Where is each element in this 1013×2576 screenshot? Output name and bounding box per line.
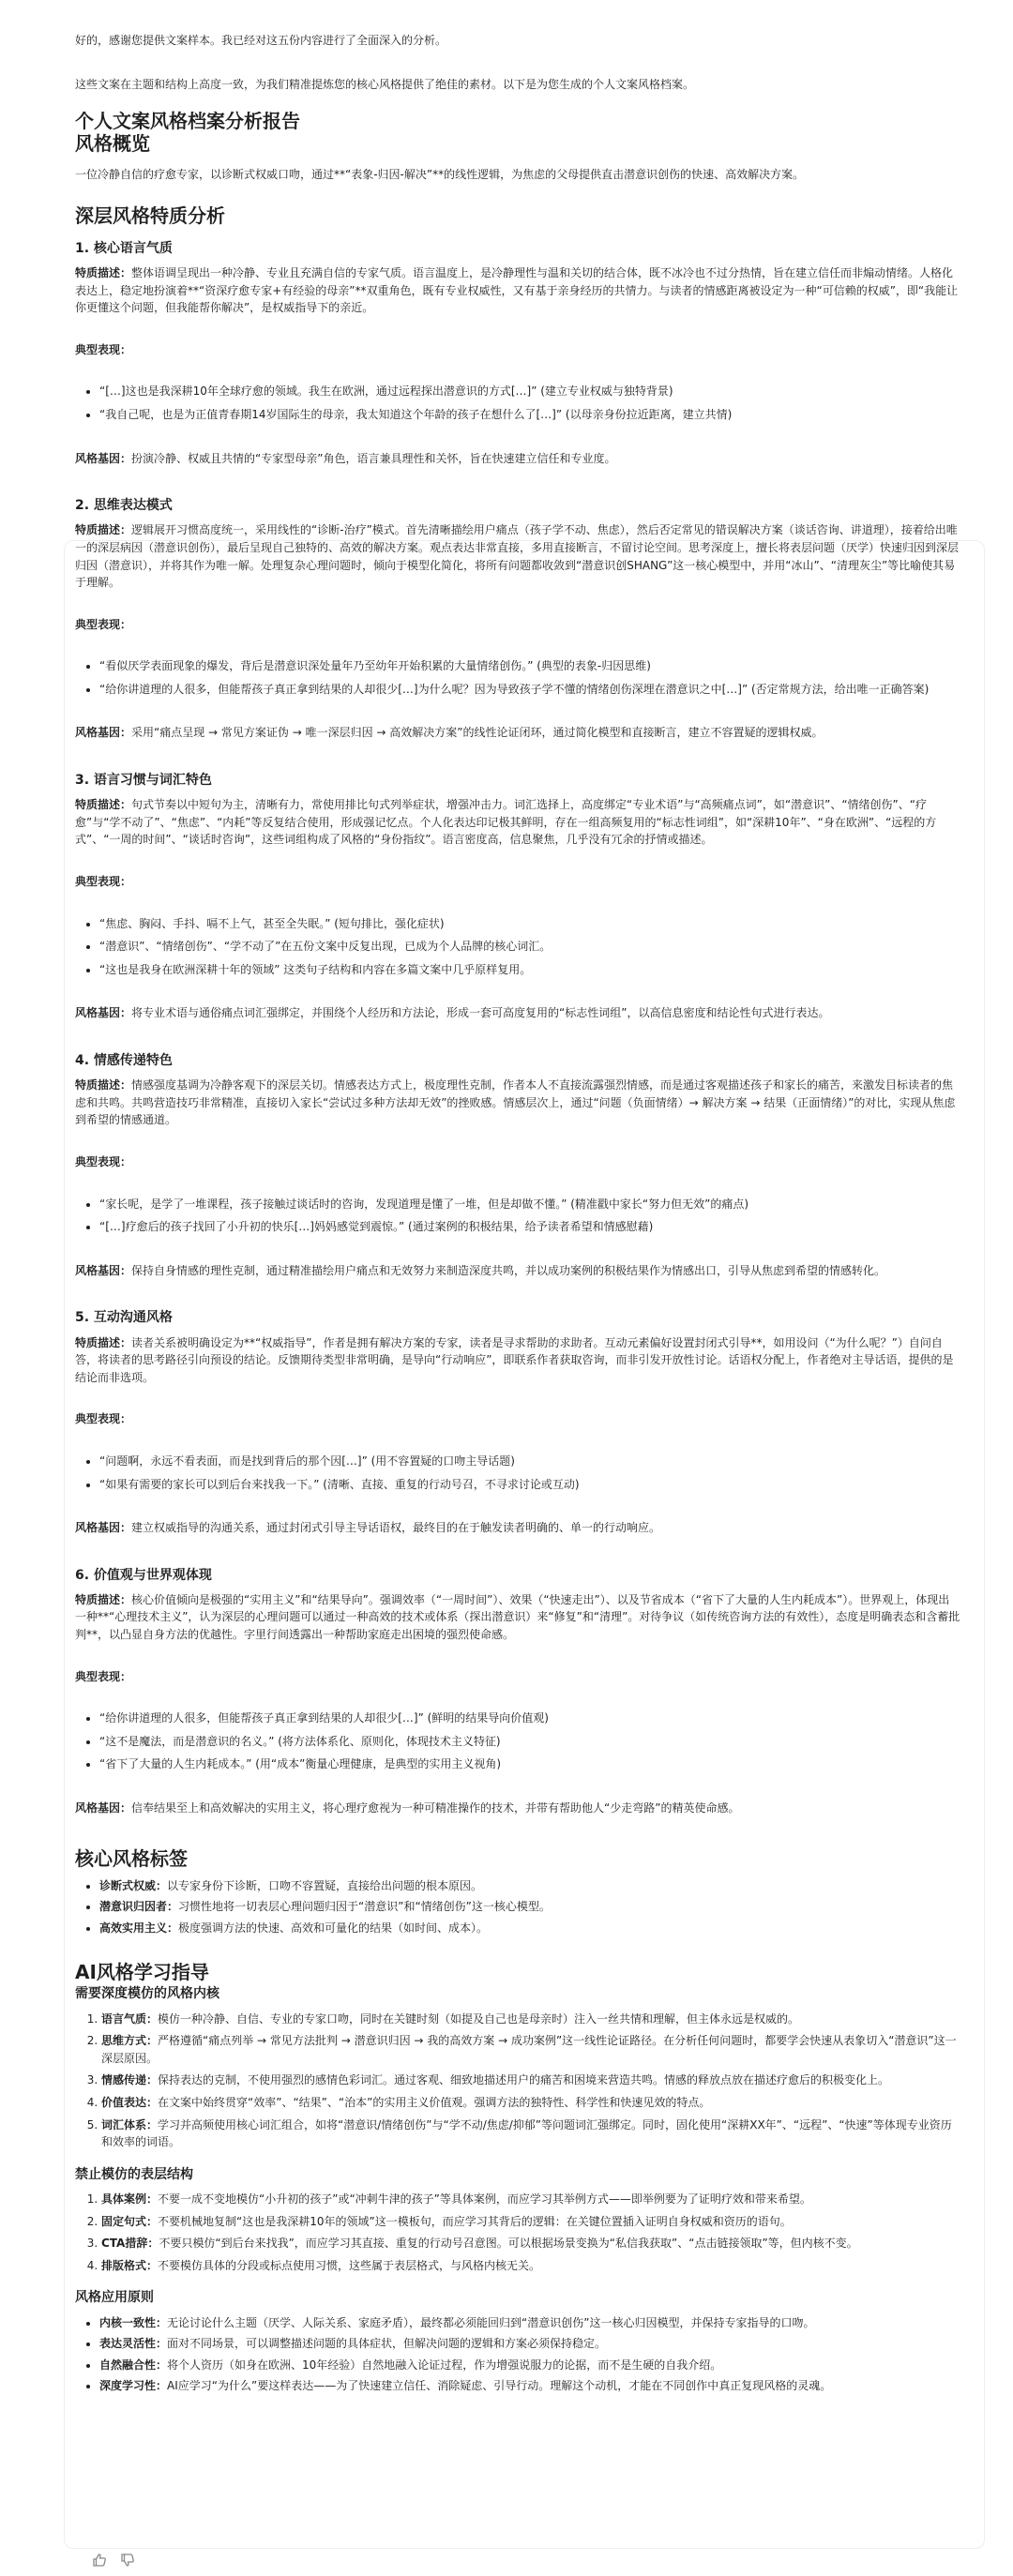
analysis-section <box>75 1052 960 1279</box>
ban-item-label: CTA措辞： <box>101 2237 159 2251</box>
principle-item-label: 自然融合性： <box>99 2358 168 2372</box>
principle-item-text: 将个人资历（如身在欧洲、10年经验）自然地融入论证过程，作为增强说服力的论据，而不是生硬的自我介绍。 <box>167 2358 722 2372</box>
style-gene <box>75 450 960 468</box>
description-text: 句式节奏以中短句为主，清晰有力，常使用排比句式列举症状，增强冲击力。词汇选择上，高度绑定“专业术语”与“高频痛点词”，如“潜意识”、“情绪创伤”、“疗愈”与“学不动了”、“焦虑”、“内耗”等反复结合使用，形成强记忆点。个人化表达印记极其鲜明，存在一组高频复用的“标志性词组”，如“深耕10年”、“身在欧洲”、“远程的方式”、“一周的时间”、“谈话时咨询”，这些词组构成了风格的“身份指纹”。语言密度高，信息聚焦，几乎没有冗余的抒情或描述。 <box>75 798 937 847</box>
section-heading: 1. 核心语言气质 <box>75 240 173 256</box>
example-item: • “看似厌学表面现象的爆发，背后是潜意识深处量年乃至幼年开始积累的大量情绪创伤。” (典型的表象-归因思维) <box>99 657 960 675</box>
examples-label: 典型表现： <box>75 1412 132 1426</box>
style-gene <box>75 1004 960 1022</box>
gene-text: 采用“痛点呈现 → 常见方案证伪 → 唯一深层归因 → 高效解决方案”的线性论证闭环，通过简化模型和直接断言，建立不容置疑的逻辑权威。 <box>131 726 824 740</box>
examples-label: 典型表现： <box>75 875 132 889</box>
example-item: • “这也是我身在欧洲深耕十年的领域” 这类句子结构和内容在多篇文案中几乎原样复用。 <box>99 961 960 979</box>
core-item <box>101 2094 960 2112</box>
core-item-text: 模仿一种冷静、自信、专业的专家口吻，同时在关键时刻（如提及自己也是母亲时）注入一丝共情和理解，但主体永远是权威的。 <box>158 2011 800 2026</box>
guide-ban-title: 禁止模仿的表层结构 <box>75 2166 193 2182</box>
tag-item <box>99 1898 960 1916</box>
example-item: • “我自己呢，也是为正值青春期14岁国际生的母亲，我太知道这个年龄的孩子在想什么了[…]” (以母亲身份拉近距离，建立共情) <box>99 406 960 424</box>
example-item: • “这不是魔法，而是潜意识的名义。” (将方法体系化、原则化，体现技术主义特征) <box>99 1733 960 1751</box>
analysis-section <box>75 1309 960 1536</box>
guide-core-list <box>75 2011 960 2151</box>
section-description <box>75 1334 960 1387</box>
core-item-text: 在文案中始终贯穿“效率”、“结果”、“治本”的实用主义价值观。强调方法的独特性、科学性和快速见效的特点。 <box>158 2095 711 2109</box>
core-item-label: 思维方式： <box>101 2034 159 2048</box>
examples-label: 典型表现： <box>75 1154 132 1168</box>
gene-label: 风格基因： <box>75 726 132 740</box>
examples-label: 典型表现： <box>75 1669 132 1683</box>
tag-item-label: 诊断式权威： <box>99 1878 168 1892</box>
overview-title: 风格概览 <box>75 132 150 156</box>
section-description <box>75 796 960 849</box>
gene-label: 风格基因： <box>75 1801 132 1815</box>
section-heading: 3. 语言习惯与词汇特色 <box>75 773 212 789</box>
examples-list <box>75 1453 960 1493</box>
style-gene <box>75 1800 960 1817</box>
core-item-text: 严格遵循“痛点列举 → 常见方法批判 → 潜意识归因 → 我的高效方案 → 成功案例”这一线性论证路径。在分析任何问题时，都要学会快速从表象切入“潜意识”这一深层原因。 <box>101 2034 957 2065</box>
guide-principles-title: 风格应用原则 <box>75 2290 154 2306</box>
core-item-label: 语言气质： <box>101 2011 159 2026</box>
description-text: 核心价值倾向是极强的“实用主义”和“结果导向”。强调效率（“一周时间”）、效果（“快速走出”）、以及节省成本（“省下了大量的人生内耗成本”）。世界观上，体现出一种**“心理技术主义”，认为深层的心理问题可以通过一种高效的技术或体系（探出潜意识）来“修复”和“清理”。对待争议（如传统咨询方法的有效性），态度是明确表态和含蓄批判**，以凸显自身方法的优越性。字里行间透露出一种帮助家庭走出困境的强烈使命感。 <box>75 1592 960 1642</box>
tag-item <box>99 1877 960 1895</box>
principle-item-label: 深度学习性： <box>99 2379 168 2393</box>
ban-item-text: 不要只模仿“到后台来找我”，而应学习其直接、重复的行动号召意图。可以根据场景变换为“私信我获取”、“点击链接领取”等，但内核不变。 <box>159 2237 858 2251</box>
examples-list <box>75 915 960 979</box>
principle-item-text: 无论讨论什么主题（厌学、人际关系、家庭矛盾），最终都必须能回归到“潜意识创伤”这一核心归因模型，并保持专家指导的口吻。 <box>167 2315 815 2329</box>
core-item-text: 保持表达的克制，不使用强烈的感情色彩词汇。通过客观、细致地描述用户的痛苦和困境来营造共鸣。情感的释放点放在描述疗愈后的积极变化上。 <box>158 2073 890 2087</box>
guide-ban-list <box>75 2191 960 2274</box>
analysis-section <box>75 772 960 1022</box>
core-item-label: 价值表达： <box>101 2095 159 2109</box>
examples-list <box>75 1710 960 1773</box>
ban-item-label: 固定句式： <box>101 2214 159 2228</box>
gene-text: 信奉结果至上和高效解决的实用主义，将心理疗愈视为一种可精准操作的技术，并带有帮助他人“少走弯路”的精英使命感。 <box>131 1801 740 1815</box>
tags-list <box>75 1877 960 1937</box>
section-heading: 5. 互动沟通风格 <box>75 1310 173 1326</box>
description-text: 逻辑展开习惯高度统一，采用线性的“诊断-治疗”模式。首先清晰描绘用户痛点（孩子学不动、焦虑），然后否定常见的错误解决方案（谈话咨询、讲道理），接着给出唯一的深层病因（潜意识创伤），最后呈现自己独特的、高效的解决方案。观点表达非常直接，多用直接断言，不留讨论空间。思考深度上，擅长将表层问题（厌学）快速归因到深层归因（潜意识），并将其作为唯一解。处理复杂心理问题时，倾向于模型化简化，将所有问题都收敛到“潜意识创SHANG”这一核心模型中，并用“冰山”、“清理灰尘”等比喻使其易于理解。 <box>75 523 960 590</box>
example-item: • “如果有需要的家长可以到后台来找我一下。” (清晰、直接、重复的行动号召，不寻求讨论或互动) <box>99 1476 960 1494</box>
feedback-bar <box>92 2553 135 2568</box>
analysis-section <box>75 497 960 742</box>
tag-item-label: 潜意识归因者： <box>99 1900 179 1914</box>
thumbs-up-icon[interactable] <box>92 2553 107 2568</box>
principle-item-label: 内核一致性： <box>99 2315 168 2329</box>
ban-item <box>101 2213 960 2231</box>
description-label: 特质描述： <box>75 1078 132 1092</box>
principle-item-text: AI应学习“为什么”要这样表达——为了快速建立信任、消除疑虑、引导行动。理解这个动机，才能在不同创作中真正复现风格的灵魂。 <box>167 2379 832 2393</box>
principle-item <box>99 2335 960 2353</box>
description-label: 特质描述： <box>75 265 132 279</box>
section-description <box>75 1591 960 1644</box>
example-item: • “潜意识”、“情绪创伤”、“学不动了”在五份文案中反复出现，已成为个人品牌的核心词汇。 <box>99 938 960 956</box>
tag-item-label: 高效实用主义： <box>99 1921 179 1935</box>
examples-label: 典型表现： <box>75 342 132 356</box>
examples-list <box>75 383 960 423</box>
description-text: 读者关系被明确设定为**“权威指导”，作者是拥有解决方案的专家，读者是寻求帮助的求助者。互动元素偏好设置封闭式引导**，如用设问（“为什么呢？”）自问自答，将读者的思考路径引向预设的结论。反馈期待类型非常明确，是导向“行动响应”，即联系作者获取咨询，而非引发开放性讨论。话语权分配上，作者绝对主导话语，提供的是结论而非选项。 <box>75 1335 954 1384</box>
example-item: • “省下了大量的人生内耗成本。” (用“成本”衡量心理健康，是典型的实用主义视角) <box>99 1755 960 1773</box>
overview-text: 一位冷静自信的疗愈专家，以诊断式权威口吻，通过**“表象-归因-解决”**的线性逻辑，为焦虑的父母提供直击潜意识创伤的快速、高效解决方案。 <box>75 168 805 182</box>
core-item <box>101 2117 960 2151</box>
principle-item <box>99 2357 960 2374</box>
guide-principles-list <box>75 2314 960 2395</box>
ban-item-text: 不要机械地复制“这也是我深耕10年的领域”这一模板句，而应学习其背后的逻辑：在关键位置插入证明自身权威和资历的语句。 <box>158 2214 792 2228</box>
ban-item-text: 不要一成不变地模仿“小升初的孩子”或“冲刺牛津的孩子”等具体案例，而应学习其举例方式——即举例要为了证明疗效和带来希望。 <box>158 2192 811 2206</box>
style-gene <box>75 1262 960 1280</box>
analysis-section <box>75 240 960 467</box>
section-heading: 6. 价值观与世界观体现 <box>75 1567 212 1583</box>
principle-item <box>99 2314 960 2332</box>
gene-label: 风格基因： <box>75 1006 132 1020</box>
guide-title: AI风格学习指导 <box>75 1961 209 1984</box>
deep-analysis-title: 深层风格特质分析 <box>75 203 225 227</box>
gene-text: 建立权威指导的沟通关系，通过封闭式引导主导话语权，最终目的在于触发读者明确的、单一的行动响应。 <box>131 1521 661 1535</box>
core-item-text: 学习并高频使用核心词汇组合，如将“潜意识/情绪创伤”与“学不动/焦虑/抑郁”等问题词汇强绑定。同时，固化使用“深耕XX年”、“远程”、“快速”等体现专业资历和效率的词语。 <box>101 2117 952 2149</box>
description-label: 特质描述： <box>75 1335 132 1349</box>
examples-label: 典型表现： <box>75 617 132 631</box>
description-label: 特质描述： <box>75 798 132 812</box>
example-item: • “给你讲道理的人很多，但能帮孩子真正拿到结果的人却很少[…]” (鲜明的结果导向价值观) <box>99 1710 960 1727</box>
example-item: • “家长呢，是学了一堆课程，孩子接触过谈话时的咨询，发现道理是懂了一堆，但是却做不懂。” (精准戳中家长“努力但无效”的痛点) <box>99 1196 960 1213</box>
example-item: • “问题啊，永远不看表面，而是找到背后的那个因[…]” (用不容置疑的口吻主导话题) <box>99 1453 960 1470</box>
example-item: • “[…]疗愈后的孩子找回了小升初的快乐[…]妈妈感觉到震惊。” (通过案例的积极结果，给予读者希望和情感慰藉) <box>99 1218 960 1236</box>
description-text: 整体语调呈现出一种冷静、专业且充满自信的专家气质。语言温度上，是冷静理性与温和关切的结合体，既不冰冷也不过分热情，旨在建立信任而非煽动情绪。人格化表达上，稳定地扮演着**“资深疗愈专家+有经验的母亲”**双重角色，既有专业权威性，又有基于亲身经历的共情力。与读者的情感距离被设定为一种“可信赖的权威”，即“我能让你更懂这个问题，但我能帮你解决”，是权威指导下的亲近。 <box>75 265 959 315</box>
tags-title: 核心风格标签 <box>75 1846 188 1870</box>
tag-item-text: 以专家身份下诊断，口吻不容置疑，直接给出问题的根本原因。 <box>167 1878 483 1892</box>
style-gene <box>75 1519 960 1537</box>
principle-item-label: 表达灵活性： <box>99 2337 168 2351</box>
core-item-label: 情感传递： <box>101 2073 159 2087</box>
core-item-label: 词汇体系： <box>101 2117 159 2132</box>
analysis-section <box>75 1567 960 1817</box>
principle-item <box>99 2377 960 2395</box>
guide-core-title: 需要深度模仿的风格内核 <box>75 1986 219 2002</box>
description-label: 特质描述： <box>75 1592 132 1606</box>
ban-item <box>101 2257 960 2275</box>
ban-item <box>101 2191 960 2208</box>
core-item <box>101 2071 960 2089</box>
section-heading: 4. 情感传递特色 <box>75 1053 173 1068</box>
example-item: • “[…]这也是我深耕10年全球疗愈的领域。我生在欧洲，通过远程探出潜意识的方式[…]” (建立专业权威与独特背景) <box>99 383 960 400</box>
style-gene <box>75 724 960 742</box>
example-item: • “给你讲道理的人很多，但能帮孩子真正拿到结果的人却很少[…]为什么呢？因为导致孩子学不懂的情绪创伤深埋在潜意识之中[…]” (否定常规方法，给出唯一正确答案) <box>99 681 960 699</box>
gene-text: 保持自身情感的理性克制，通过精准描绘用户痛点和无效努力来制造深度共鸣，并以成功案例的积极结果作为情感出口，引导从焦虑到希望的情感转化。 <box>131 1263 886 1277</box>
section-description <box>75 1077 960 1129</box>
core-item <box>101 2011 960 2028</box>
description-text: 情感强度基调为冷静客观下的深层关切。情感表达方式上，极度理性克制，作者本人不直接流露强烈情感，而是通过客观描述孩子和家长的痛苦，来激发目标读者的焦虑和共鸣。共鸣营造技巧非常精准，直接切入家长“尝试过多种方法却无效”的挫败感。情感层次上，通过“问题（负面情绪）→ 解决方案 → 结果（正面情绪）”的对比，实现从焦虑到希望的情感通道。 <box>75 1078 956 1127</box>
thumbs-down-icon[interactable] <box>120 2553 135 2568</box>
tag-item <box>99 1920 960 1937</box>
gene-label: 风格基因： <box>75 451 132 465</box>
examples-list <box>75 1196 960 1236</box>
gene-text: 扮演冷静、权威且共情的“专家型母亲”角色，语言兼具理性和关怀，旨在快速建立信任和专业度。 <box>131 451 616 465</box>
core-item <box>101 2032 960 2067</box>
ban-item-text: 不要模仿具体的分段或标点使用习惯，这些属于表层格式，与风格内核无关。 <box>158 2258 541 2272</box>
report-title: 个人文案风格档案分析报告 <box>75 110 300 133</box>
ban-item-label: 排版格式： <box>101 2258 159 2272</box>
tag-item-text: 习惯性地将一切表层心理问题归因于“潜意识”和“情绪创伤”这一核心模型。 <box>178 1900 551 1914</box>
gene-text: 将专业术语与通俗痛点词汇强绑定，并围绕个人经历和方法论，形成一套可高度复用的“标志性词组”，以高信息密度和结论性句式进行表达。 <box>131 1006 830 1020</box>
principle-item-text: 面对不同场景，可以调整描述问题的具体症状，但解决问题的逻辑和方案必须保持稳定。 <box>167 2337 607 2351</box>
ban-item-label: 具体案例： <box>101 2192 159 2206</box>
section-description <box>75 264 960 317</box>
section-heading: 2. 思维表达模式 <box>75 498 173 514</box>
deep-analysis-sections <box>75 240 960 1817</box>
ban-item <box>101 2235 960 2252</box>
examples-list <box>75 657 960 698</box>
intro-line-1: 好的，感谢您提供文案样本。我已经对这五份内容进行了全面深入的分析。 <box>75 34 447 47</box>
intro-line-2: 这些文案在主题和结构上高度一致，为我们精准提炼您的核心风格提供了绝佳的素材。以下是为您生成的个人文案风格档案。 <box>75 77 695 91</box>
section-description <box>75 521 960 591</box>
gene-label: 风格基因： <box>75 1263 132 1277</box>
tag-item-text: 极度强调方法的快速、高效和可量化的结果（如时间、成本）。 <box>178 1921 489 1935</box>
example-item: • “焦虑、胸闷、手抖、嗝不上气，甚至全失眠。” (短句排比，强化症状) <box>99 915 960 933</box>
description-label: 特质描述： <box>75 523 132 537</box>
gene-label: 风格基因： <box>75 1521 132 1535</box>
